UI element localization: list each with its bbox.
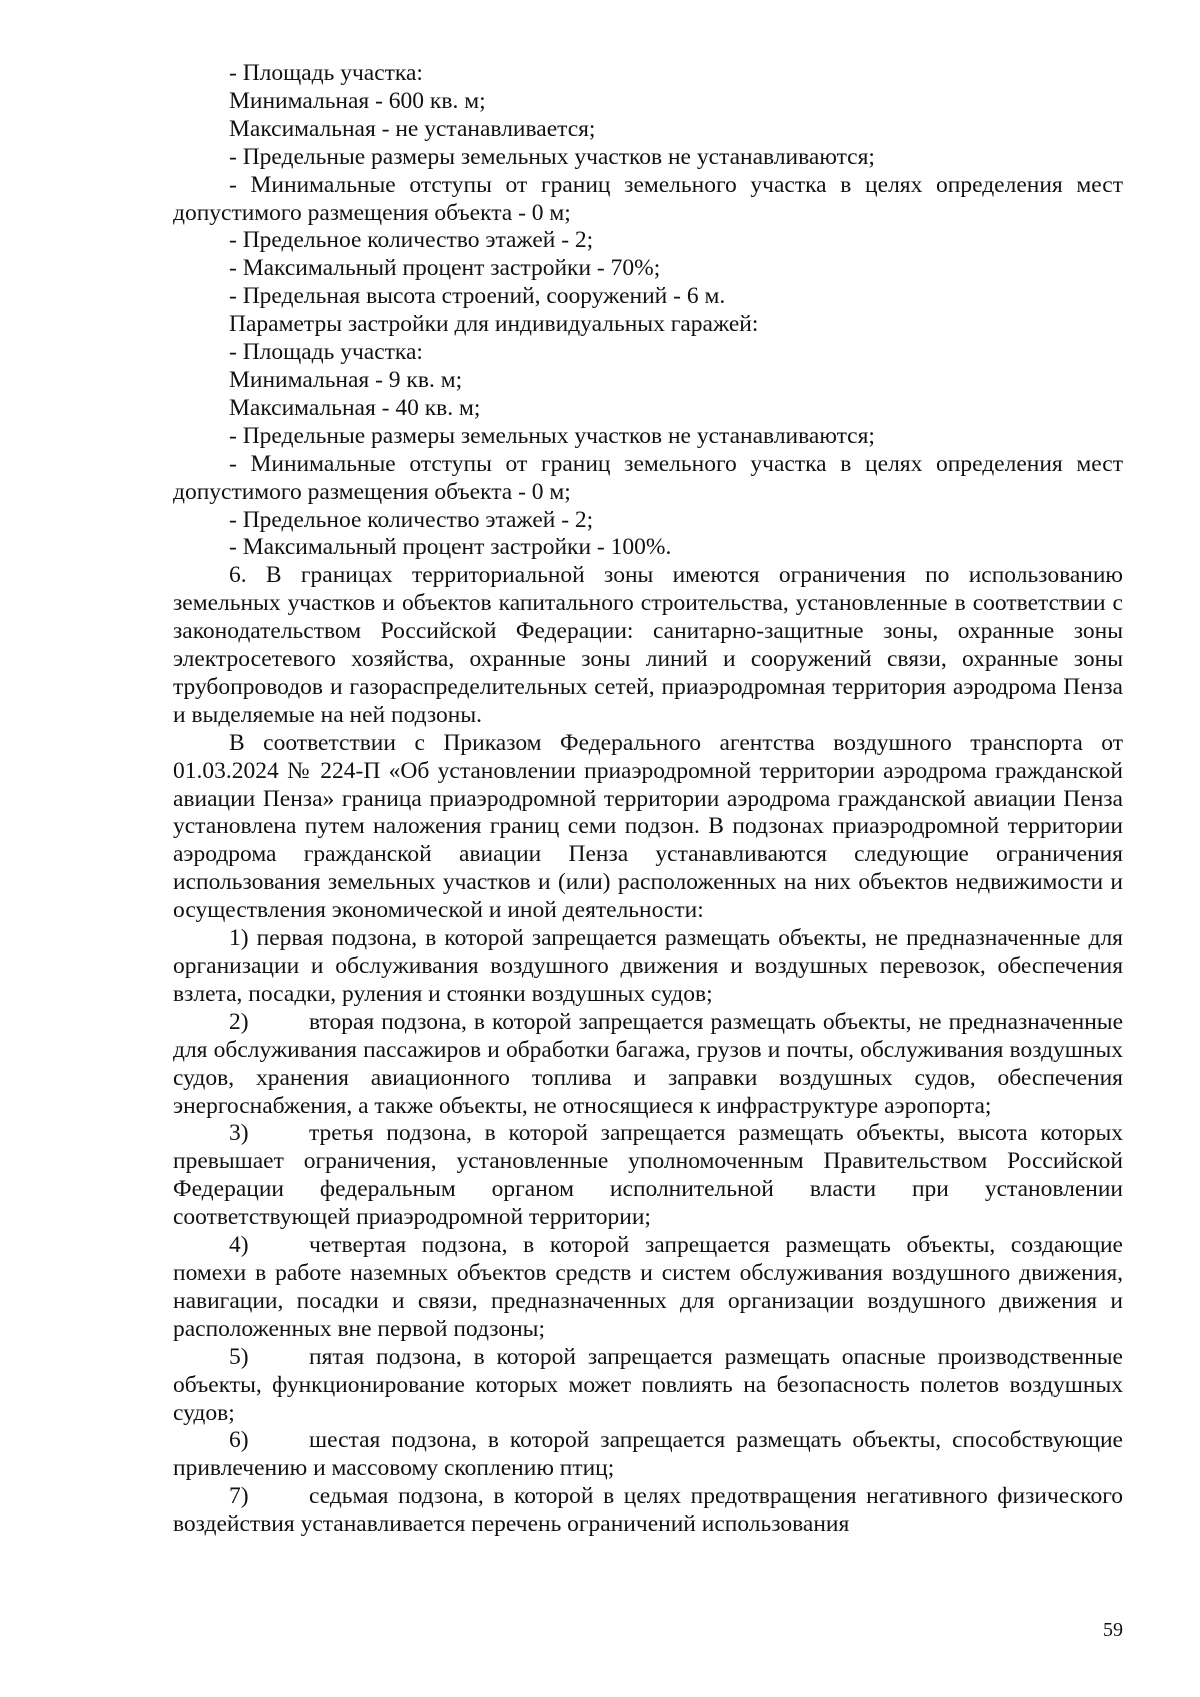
list-item-text: седьмая подзона, в которой в целях предотвращения негативного физического воздействия устанавливается перечень ограничений использования bbox=[173, 1483, 1123, 1538]
list-item-number: 2) bbox=[229, 1008, 249, 1035]
list-item-text: четвертая подзона, в которой запрещается размещать объекты, создающие помехи в работе наземных объектов средств и систем обслуживания воздушного движения, навигации, посадки и связи, предназначенных для организации воздушного движения и расположенных вне первой подзоны; bbox=[173, 1232, 1123, 1342]
paragraph: - Минимальные отступы от границ земельного участка в целях определения мест допустимого размещения объекта - 0 м; bbox=[173, 171, 1123, 226]
paragraph: 1) первая подзона, в которой запрещается размещать объекты, не предназначенные для организации и обслуживания воздушного движения и воздушных перевозок, обеспечения взлета, посадки, руления и стоянки воздушных судов; bbox=[173, 925, 1123, 1007]
list-item-number: 6) bbox=[229, 1427, 249, 1454]
list-item-text: вторая подзона, в которой запрещается размещать объекты, не предназначенные для обслуживания пассажиров и обработки багажа, грузов и почты, обслуживания воздушных судов, хранения авиационного топлива и заправки воздушных судов, обеспечения энергоснабжения, а также объекты, не относящиеся к инфраструктуре аэропорта; bbox=[173, 1008, 1123, 1119]
list-item-text: шестая подзона, в которой запрещается размещать объекты, способствующие привлечению и массовому скоплению птиц; bbox=[173, 1427, 1123, 1482]
paragraph: - Максимальный процент застройки - 70%; bbox=[229, 255, 661, 282]
document-body bbox=[173, 60, 1123, 1539]
list-item-number: 5) bbox=[229, 1343, 249, 1370]
page-number: 59 bbox=[1103, 1619, 1123, 1641]
list-item-number: 3) bbox=[229, 1120, 249, 1147]
list-item bbox=[173, 1120, 1123, 1232]
paragraph: - Предельное количество этажей - 2; bbox=[229, 227, 594, 254]
list-item bbox=[173, 1232, 1123, 1344]
list-item bbox=[173, 1344, 1123, 1428]
list-item bbox=[173, 1009, 1123, 1121]
list-item-number: 7) bbox=[229, 1483, 249, 1510]
paragraph: Параметры застройки для индивидуальных гаражей: bbox=[229, 311, 759, 338]
paragraph: - Предельная высота строений, сооружений - 6 м. bbox=[229, 283, 726, 310]
list-item-number: 4) bbox=[229, 1232, 249, 1259]
paragraph: Минимальная - 600 кв. м; bbox=[229, 87, 486, 114]
list-item bbox=[173, 1483, 1123, 1539]
paragraph: Максимальная - 40 кв. м; bbox=[229, 394, 481, 421]
paragraph: - Минимальные отступы от границ земельного участка в целях определения мест допустимого размещения объекта - 0 м; bbox=[173, 450, 1123, 505]
paragraph: В соответствии с Приказом Федерального агентства воздушного транспорта от 01.03.2024 № 224-П «Об установлении приаэродромной территории аэродрома гражданской авиации Пенза» граница приаэродромной территории аэродрома гражданской авиации Пенза установлена путем наложения границ семи подзон. В подзонах приаэродромной территории аэродрома гражданской авиации Пенза устанавливаются следующие ограничения использования земельных участков и (или) расположенных на них объектов недвижимости и осуществления экономической и иной деятельности: bbox=[173, 729, 1123, 924]
list-item-text: пятая подзона, в которой запрещается размещать опасные производственные объекты, функционирование которых может повлиять на безопасность полетов воздушных судов; bbox=[173, 1343, 1123, 1426]
paragraph: - Предельное количество этажей - 2; bbox=[229, 506, 594, 533]
paragraph: Максимальная - не устанавливается; bbox=[229, 115, 596, 142]
paragraph: - Предельные размеры земельных участков не устанавливаются; bbox=[229, 422, 875, 449]
paragraph: - Предельные размеры земельных участков не устанавливаются; bbox=[229, 143, 875, 170]
list-item bbox=[173, 1427, 1123, 1483]
paragraph: Минимальная - 9 кв. м; bbox=[229, 366, 463, 393]
paragraph: 6. В границах территориальной зоны имеются ограничения по использованию земельных участков и объектов капитального строительства, установленные в соответствии с законодательством Российской Федерации: санитарно-защитные зоны, охранные зоны электросетевого хозяйства, охранные зоны линий и сооружений связи, охранные зоны трубопроводов и газораспределительных сетей, приаэродромная территория аэродрома Пенза и выделяемые на ней подзоны. bbox=[173, 562, 1123, 728]
list-item-text: третья подзона, в которой запрещается размещать объекты, высота которых превышает ограничения, установленные уполномоченным Правительством Российской Федерации федеральным органом исполнительной власти при установлении соответствующей приаэродромной территории; bbox=[173, 1120, 1123, 1231]
paragraph: - Максимальный процент застройки - 100%. bbox=[229, 534, 672, 561]
paragraph: - Площадь участка: bbox=[229, 339, 423, 366]
paragraph: - Площадь участка: bbox=[229, 60, 423, 86]
